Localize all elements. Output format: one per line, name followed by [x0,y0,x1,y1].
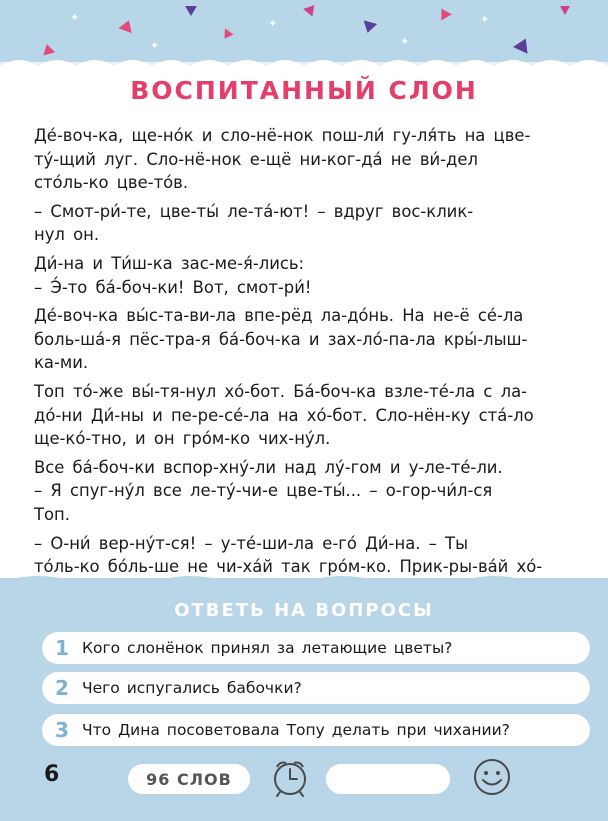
sparkle-icon: ✦ [150,39,160,52]
question-text: Чего испугались бабочки? [82,679,302,697]
story-line: Топ. [34,504,70,524]
story-line: – Э́-то ба́-боч-ки! Вот, смот-ри́! [34,277,312,297]
confetti-triangle [513,35,533,54]
page-number: 6 [44,762,60,787]
story-line: – О-ни́ вер-ну́т-ся! – у-те́-ши-ла е-го́ Ди́-на. – Ты [34,533,469,553]
top-decor-band [0,0,608,62]
story-line: сто́ль-ко цве-то́в. [34,173,189,193]
question-item [42,714,590,746]
questions-heading: ОТВЕТЬ НА ВОПРОСЫ [174,600,434,621]
story-line: ту́-щий луг. Сло-нё-нок е-щё ни-ког-да́ не ви́-дел [34,149,478,169]
story-line: – Смот-ри́-те, цве-ты́ ле-та́-ют! – вдруг вос-клик- [34,201,474,221]
word-count-badge [128,764,250,794]
sparkle-icon: ✦ [480,13,490,26]
question-number: 2 [55,676,69,700]
smiley-face-icon [470,755,514,799]
question-text: Кого слонёнок принял за летающие цветы? [82,639,453,657]
answer-blank [326,764,450,794]
word-count-text: 96 СЛОВ [146,769,232,789]
confetti-triangle [221,26,234,38]
sparkle-icon: ✦ [400,35,410,48]
question-number: 3 [55,718,69,742]
confetti-triangle [185,6,197,16]
story-line: Топ то́-же вы́-тя-нул хо́-бот. Ба́-боч-ка взле-те́-ла с ла- [34,381,528,401]
story-line: Де́-воч-ка, ще-но́к и сло-нё-нок пош-ли́ гу-ля́ть на цве- [34,126,531,145]
story-line: – Я спуг-ну́л все ле-ту́-чи-е цве-ты́... – о-гор-чи́л-ся [34,481,493,501]
story-line: ще-ко́-тно, и он гро́м-ко чих-ну́л. [34,429,331,449]
question-item [42,672,590,704]
sparkle-icon: ✦ [268,17,278,30]
story-line: ка-ми. [34,353,89,373]
story-line: боль-ша́-я пёс-тра-я ба́-боч-ка и зах-ло́-па-ла кры́-лыш- [34,329,528,349]
confetti-triangle [119,18,136,33]
wavy-edge [0,570,608,592]
story-line: Ди́-на и Ти́ш-ка зас-ме-я́-лись: [34,253,305,273]
story-line: то́ль-ко бо́ль-ше не чи-ха́й так гро́м-ко. Прик-ры-ва́й хо́- [34,557,543,577]
question-text: Что Дина посоветовала Топу делать при чихании? [82,721,510,739]
story-title: ВОСПИТАННЫЙ СЛОН [130,76,478,105]
alarm-clock-icon [268,755,312,799]
confetti-triangle [436,6,451,21]
confetti-triangle [361,20,377,34]
question-item [42,632,590,664]
sparkle-icon: ✦ [70,11,80,24]
story-text [34,124,590,602]
confetti-triangle [303,1,319,16]
confetti-triangle [560,6,570,15]
confetti-triangle [41,43,55,56]
story-line: Де́-воч-ка вы́с-та-ви-ла впе-рёд ла-до́нь. На не-ё се́-ла [34,306,524,326]
question-number: 1 [55,636,69,660]
story-line: до́-ни Ди́-ны и пе-ре-се́-ла на хо́-бот. Сло-нён-ку ста́-ло [34,405,534,425]
story-line: Все ба́-боч-ки вспор-хну́-ли над лу́-гом и у-ле-те́-ли. [34,457,503,477]
story-line: нул он. [34,225,100,245]
